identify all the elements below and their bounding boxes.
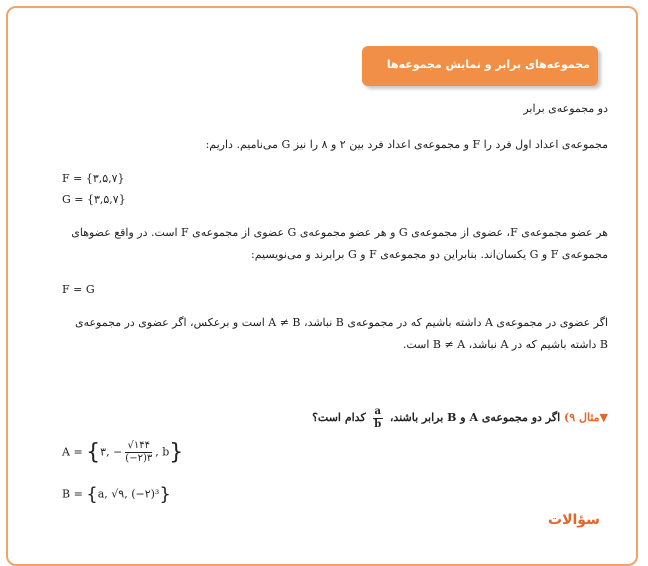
example-question-end: کدام است؟ (312, 411, 366, 424)
set-f: F = {۳,۵,۷} (62, 172, 125, 185)
equation-f-equals-g: F = G (62, 283, 95, 296)
left-brace-icon: { (86, 440, 101, 465)
set-a-fraction-num: √۱۴۴ (125, 440, 152, 453)
paragraph-equal-sets-title: دو مجموعه‌ی برابر (523, 102, 608, 115)
section-header-title: مجموعه‌های برابر و نمایش مجموعه‌ها (386, 58, 590, 71)
paragraph-explanation-line2: مجموعه‌ی F و G یکسان‌اند. بنابراین دو مجموعه‌ی F و G برابرند و می‌نویسیم: (250, 248, 608, 261)
set-a-fraction (125, 440, 152, 465)
page-frame (6, 6, 638, 566)
set-b-name: B = (62, 487, 83, 501)
left-brace-icon: { (86, 484, 98, 505)
example-label: مثال ۹) (564, 411, 600, 424)
set-b (62, 484, 171, 505)
paragraph-inequality-line2: B داشته باشیم که در A نباشد، B ≠ A است. (402, 338, 608, 351)
fraction-denominator: b (374, 418, 382, 430)
fraction-numerator: a (374, 405, 382, 417)
paragraph-inequality-line1: اگر عضوی در مجموعه‌ی A داشته باشیم که در مجموعه‌ی B نباشد، A ≠ B است و برعکس، اگر عضوی در مجموعه‌ی (74, 316, 608, 329)
right-brace-icon: } (169, 440, 184, 465)
triangle-marker-icon: ▼ (599, 411, 608, 424)
right-brace-icon: } (159, 484, 171, 505)
example-question-text: اگر دو مجموعه‌ی A و B برابر باشند، (389, 411, 561, 424)
questions-section-title: سؤالات (548, 512, 600, 528)
set-a-first: ۳, − (100, 445, 123, 459)
set-a (62, 440, 183, 465)
set-g: G = {۳,۵,۷} (62, 193, 126, 206)
set-a-fraction-den: (−۲)۳ (125, 453, 153, 464)
paragraph-definition: مجموعه‌ی اعداد اول فرد را F و مجموعه‌ی اعداد فرد بین ۲ و ۸ را نیز G می‌نامیم. داریم: (205, 138, 608, 151)
set-a-name: A = (62, 445, 83, 459)
paragraph-explanation-line1: هر عضو مجموعه‌ی F، عضوی از مجموعه‌ی G و هر عضو مجموعه‌ی G عضوی از مجموعه‌ی F است. در واقع عضوهای (71, 226, 608, 239)
example-question (312, 404, 608, 432)
set-b-items: a, √۹, (−۲)³ (97, 487, 160, 501)
fraction-a-over-b (373, 406, 383, 431)
section-header (362, 46, 598, 86)
set-a-last: , b (155, 445, 170, 459)
